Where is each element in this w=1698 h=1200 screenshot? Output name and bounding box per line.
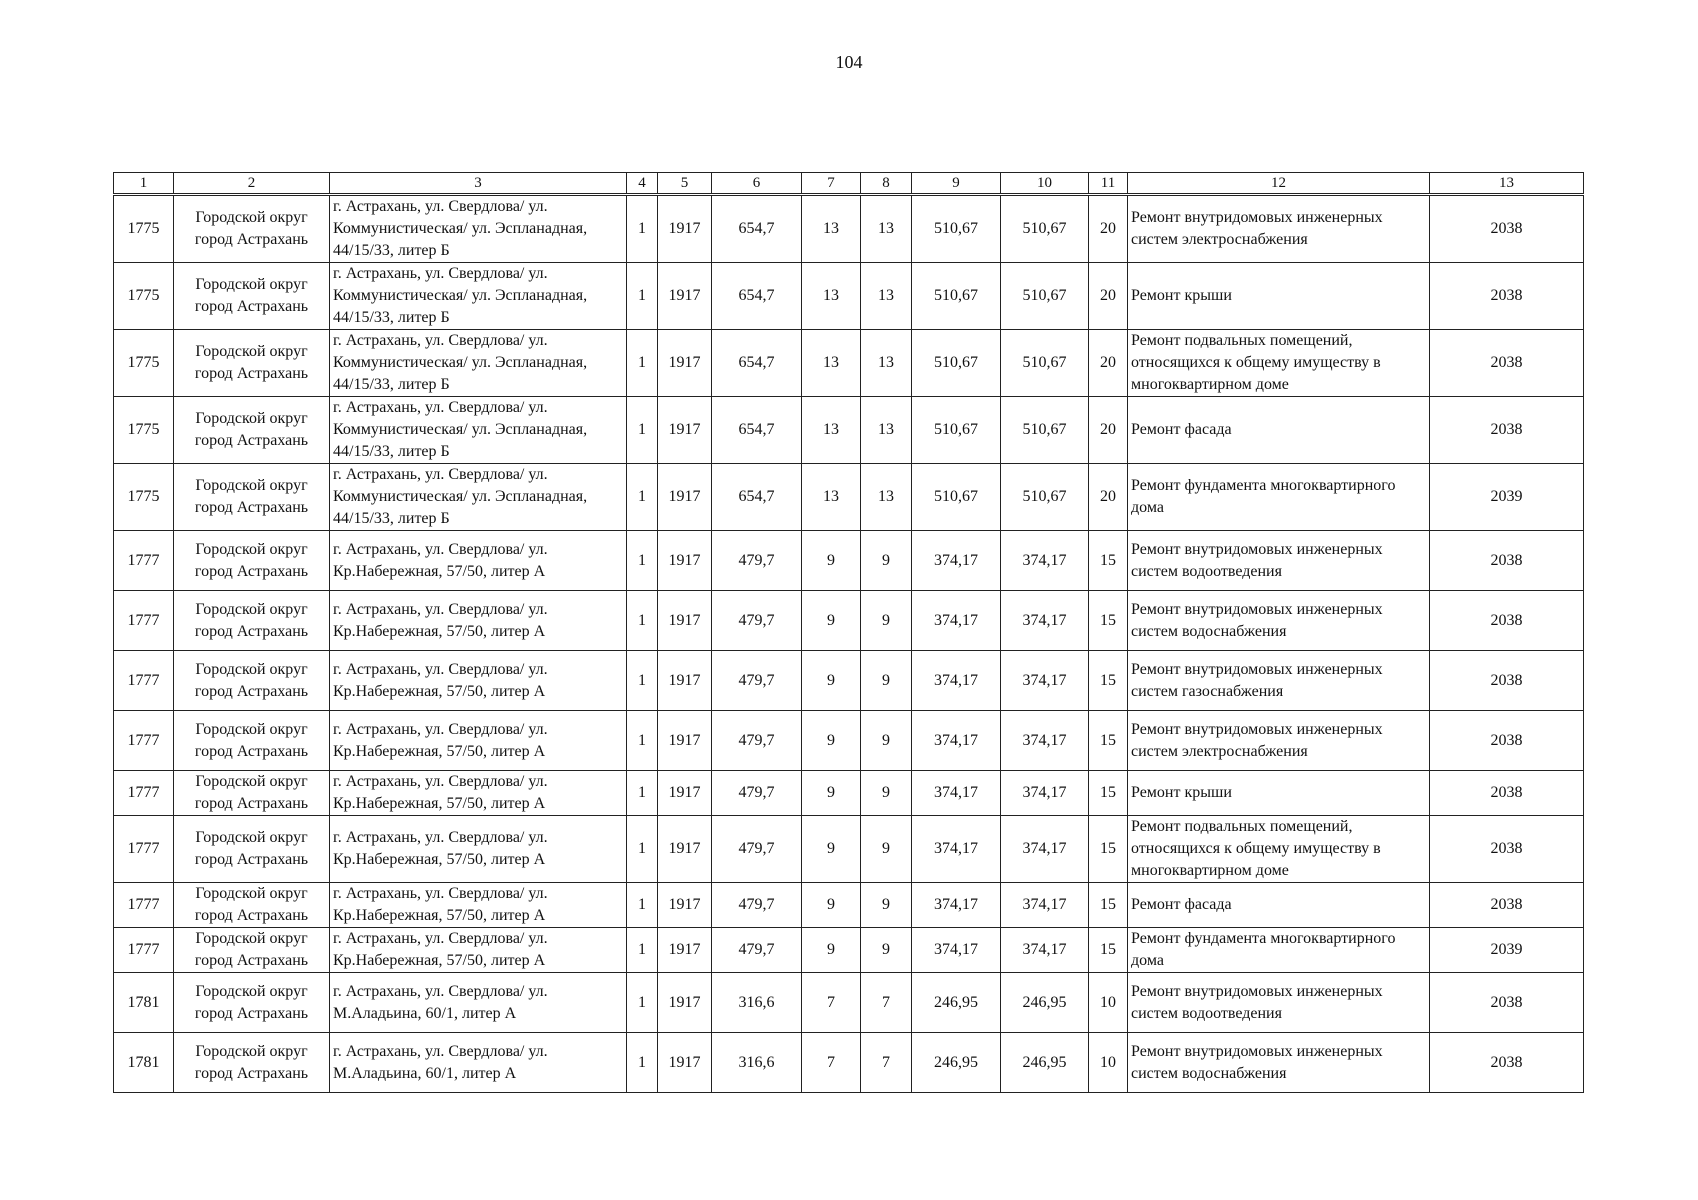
column-4-value: 1 (627, 816, 658, 883)
column-8-value: 13 (861, 330, 912, 397)
column-7-value: 9 (802, 883, 861, 928)
build-year: 1917 (658, 330, 712, 397)
column-7-value: 13 (802, 330, 861, 397)
column-10-value: 510,67 (1001, 263, 1089, 330)
municipality: Городской округ город Астрахань (174, 973, 330, 1033)
municipality: Городской округ город Астрахань (174, 816, 330, 883)
column-9-value: 374,17 (912, 883, 1001, 928)
table-row (114, 397, 1584, 464)
column-7-value: 9 (802, 591, 861, 651)
column-7-value: 7 (802, 973, 861, 1033)
page-number: 104 (835, 52, 863, 72)
address: г. Астрахань, ул. Свердлова/ ул. Коммунистическая/ ул. Эспланадная, 44/15/33, литер Б (330, 195, 627, 263)
column-9-value: 374,17 (912, 591, 1001, 651)
column-4-value: 1 (627, 1033, 658, 1093)
column-7-value: 9 (802, 711, 861, 771)
municipality: Городской округ город Астрахань (174, 195, 330, 263)
column-11-value: 20 (1089, 397, 1128, 464)
row-number: 1777 (114, 883, 174, 928)
planned-year: 2038 (1430, 711, 1584, 771)
column-10-value: 374,17 (1001, 711, 1089, 771)
work-type: Ремонт фасада (1128, 883, 1430, 928)
row-number: 1777 (114, 591, 174, 651)
row-number: 1777 (114, 711, 174, 771)
area-value: 479,7 (712, 771, 802, 816)
column-8-value: 9 (861, 928, 912, 973)
column-7-value: 7 (802, 1033, 861, 1093)
municipality: Городской округ город Астрахань (174, 651, 330, 711)
build-year: 1917 (658, 531, 712, 591)
row-number: 1775 (114, 195, 174, 263)
area-value: 316,6 (712, 973, 802, 1033)
column-11-value: 20 (1089, 263, 1128, 330)
table-row (114, 973, 1584, 1033)
column-4-value: 1 (627, 591, 658, 651)
column-11-value: 10 (1089, 1033, 1128, 1093)
planned-year: 2038 (1430, 397, 1584, 464)
column-9-value: 374,17 (912, 928, 1001, 973)
build-year: 1917 (658, 928, 712, 973)
build-year: 1917 (658, 1033, 712, 1093)
column-10-value: 374,17 (1001, 928, 1089, 973)
work-type: Ремонт внутридомовых инженерных систем водоотведения (1128, 973, 1430, 1033)
column-9-value: 510,67 (912, 397, 1001, 464)
table-row (114, 928, 1584, 973)
column-header-7: 7 (802, 173, 861, 195)
column-11-value: 15 (1089, 883, 1128, 928)
municipality: Городской округ город Астрахань (174, 263, 330, 330)
work-type: Ремонт фасада (1128, 397, 1430, 464)
column-header-13: 13 (1430, 173, 1584, 195)
column-8-value: 9 (861, 591, 912, 651)
address: г. Астрахань, ул. Свердлова/ ул. Кр.Набережная, 57/50, литер А (330, 651, 627, 711)
column-10-value: 374,17 (1001, 816, 1089, 883)
build-year: 1917 (658, 195, 712, 263)
column-10-value: 510,67 (1001, 397, 1089, 464)
build-year: 1917 (658, 816, 712, 883)
planned-year: 2038 (1430, 195, 1584, 263)
area-value: 654,7 (712, 263, 802, 330)
column-7-value: 13 (802, 397, 861, 464)
planned-year: 2038 (1430, 531, 1584, 591)
column-8-value: 9 (861, 771, 912, 816)
build-year: 1917 (658, 397, 712, 464)
column-4-value: 1 (627, 928, 658, 973)
municipality: Городской округ город Астрахань (174, 531, 330, 591)
address: г. Астрахань, ул. Свердлова/ ул. Кр.Набережная, 57/50, литер А (330, 711, 627, 771)
column-8-value: 9 (861, 711, 912, 771)
address: г. Астрахань, ул. Свердлова/ ул. Кр.Набережная, 57/50, литер А (330, 883, 627, 928)
work-type: Ремонт внутридомовых инженерных систем электроснабжения (1128, 711, 1430, 771)
column-10-value: 510,67 (1001, 195, 1089, 263)
column-9-value: 510,67 (912, 195, 1001, 263)
column-4-value: 1 (627, 883, 658, 928)
build-year: 1917 (658, 651, 712, 711)
planned-year: 2038 (1430, 330, 1584, 397)
municipality: Городской округ город Астрахань (174, 464, 330, 531)
column-10-value: 374,17 (1001, 531, 1089, 591)
table-row (114, 711, 1584, 771)
area-value: 654,7 (712, 397, 802, 464)
column-4-value: 1 (627, 330, 658, 397)
table-body (114, 195, 1584, 1093)
column-8-value: 9 (861, 816, 912, 883)
column-7-value: 13 (802, 263, 861, 330)
column-8-value: 7 (861, 1033, 912, 1093)
planned-year: 2039 (1430, 928, 1584, 973)
area-value: 479,7 (712, 651, 802, 711)
table-row (114, 816, 1584, 883)
work-type: Ремонт внутридомовых инженерных систем водоотведения (1128, 531, 1430, 591)
column-7-value: 9 (802, 816, 861, 883)
column-9-value: 374,17 (912, 771, 1001, 816)
repair-schedule-table (113, 172, 1584, 1093)
column-header-10: 10 (1001, 173, 1089, 195)
column-11-value: 20 (1089, 330, 1128, 397)
address: г. Астрахань, ул. Свердлова/ ул. Кр.Набережная, 57/50, литер А (330, 928, 627, 973)
column-7-value: 9 (802, 771, 861, 816)
column-header-3: 3 (330, 173, 627, 195)
row-number: 1775 (114, 330, 174, 397)
work-type: Ремонт крыши (1128, 771, 1430, 816)
column-10-value: 246,95 (1001, 1033, 1089, 1093)
column-10-value: 374,17 (1001, 651, 1089, 711)
planned-year: 2039 (1430, 464, 1584, 531)
column-header-8: 8 (861, 173, 912, 195)
column-11-value: 15 (1089, 771, 1128, 816)
address: г. Астрахань, ул. Свердлова/ ул. Кр.Набережная, 57/50, литер А (330, 591, 627, 651)
column-11-value: 20 (1089, 195, 1128, 263)
planned-year: 2038 (1430, 816, 1584, 883)
header-row (114, 173, 1584, 195)
row-number: 1777 (114, 816, 174, 883)
planned-year: 2038 (1430, 1033, 1584, 1093)
column-4-value: 1 (627, 973, 658, 1033)
column-10-value: 374,17 (1001, 591, 1089, 651)
column-4-value: 1 (627, 464, 658, 531)
row-number: 1775 (114, 263, 174, 330)
row-number: 1781 (114, 973, 174, 1033)
municipality: Городской округ город Астрахань (174, 771, 330, 816)
column-7-value: 13 (802, 195, 861, 263)
column-8-value: 9 (861, 883, 912, 928)
table-row (114, 591, 1584, 651)
column-9-value: 246,95 (912, 1033, 1001, 1093)
column-9-value: 374,17 (912, 816, 1001, 883)
planned-year: 2038 (1430, 771, 1584, 816)
work-type: Ремонт внутридомовых инженерных систем водоснабжения (1128, 591, 1430, 651)
build-year: 1917 (658, 973, 712, 1033)
table-row (114, 771, 1584, 816)
column-11-value: 15 (1089, 591, 1128, 651)
column-8-value: 13 (861, 464, 912, 531)
table-row (114, 195, 1584, 263)
column-8-value: 7 (861, 973, 912, 1033)
column-8-value: 9 (861, 531, 912, 591)
column-7-value: 9 (802, 531, 861, 591)
table-row (114, 883, 1584, 928)
row-number: 1777 (114, 771, 174, 816)
address: г. Астрахань, ул. Свердлова/ ул. Коммунистическая/ ул. Эспланадная, 44/15/33, литер Б (330, 464, 627, 531)
work-type: Ремонт фундамента многоквартирного дома (1128, 464, 1430, 531)
column-7-value: 9 (802, 928, 861, 973)
work-type: Ремонт подвальных помещений, относящихся к общему имуществу в многоквартирном доме (1128, 330, 1430, 397)
row-number: 1777 (114, 531, 174, 591)
build-year: 1917 (658, 883, 712, 928)
area-value: 654,7 (712, 195, 802, 263)
area-value: 316,6 (712, 1033, 802, 1093)
work-type: Ремонт внутридомовых инженерных систем электроснабжения (1128, 195, 1430, 263)
column-7-value: 9 (802, 651, 861, 711)
address: г. Астрахань, ул. Свердлова/ ул. Коммунистическая/ ул. Эспланадная, 44/15/33, литер Б (330, 397, 627, 464)
planned-year: 2038 (1430, 591, 1584, 651)
area-value: 479,7 (712, 928, 802, 973)
table-header (114, 173, 1584, 195)
column-11-value: 15 (1089, 928, 1128, 973)
municipality: Городской округ город Астрахань (174, 711, 330, 771)
column-4-value: 1 (627, 771, 658, 816)
column-header-11: 11 (1089, 173, 1128, 195)
column-10-value: 374,17 (1001, 883, 1089, 928)
area-value: 479,7 (712, 816, 802, 883)
area-value: 654,7 (712, 330, 802, 397)
column-4-value: 1 (627, 711, 658, 771)
municipality: Городской округ город Астрахань (174, 1033, 330, 1093)
table-row (114, 531, 1584, 591)
area-value: 479,7 (712, 883, 802, 928)
column-header-5: 5 (658, 173, 712, 195)
row-number: 1777 (114, 651, 174, 711)
planned-year: 2038 (1430, 651, 1584, 711)
row-number: 1775 (114, 464, 174, 531)
row-number: 1781 (114, 1033, 174, 1093)
column-4-value: 1 (627, 651, 658, 711)
build-year: 1917 (658, 464, 712, 531)
column-8-value: 13 (861, 195, 912, 263)
column-10-value: 246,95 (1001, 973, 1089, 1033)
table-row (114, 263, 1584, 330)
column-9-value: 246,95 (912, 973, 1001, 1033)
municipality: Городской округ город Астрахань (174, 928, 330, 973)
column-11-value: 10 (1089, 973, 1128, 1033)
column-10-value: 374,17 (1001, 771, 1089, 816)
build-year: 1917 (658, 771, 712, 816)
address: г. Астрахань, ул. Свердлова/ ул. Кр.Набережная, 57/50, литер А (330, 531, 627, 591)
column-4-value: 1 (627, 263, 658, 330)
column-header-9: 9 (912, 173, 1001, 195)
table-row (114, 464, 1584, 531)
column-8-value: 9 (861, 651, 912, 711)
work-type: Ремонт подвальных помещений, относящихся к общему имуществу в многоквартирном доме (1128, 816, 1430, 883)
address: г. Астрахань, ул. Свердлова/ ул. М.Аладьина, 60/1, литер А (330, 1033, 627, 1093)
address: г. Астрахань, ул. Свердлова/ ул. М.Аладьина, 60/1, литер А (330, 973, 627, 1033)
build-year: 1917 (658, 591, 712, 651)
planned-year: 2038 (1430, 883, 1584, 928)
column-10-value: 510,67 (1001, 330, 1089, 397)
column-9-value: 374,17 (912, 651, 1001, 711)
area-value: 479,7 (712, 591, 802, 651)
build-year: 1917 (658, 263, 712, 330)
planned-year: 2038 (1430, 973, 1584, 1033)
column-4-value: 1 (627, 531, 658, 591)
work-type: Ремонт крыши (1128, 263, 1430, 330)
column-11-value: 20 (1089, 464, 1128, 531)
column-header-1: 1 (114, 173, 174, 195)
table-row (114, 651, 1584, 711)
column-8-value: 13 (861, 397, 912, 464)
area-value: 654,7 (712, 464, 802, 531)
column-8-value: 13 (861, 263, 912, 330)
address: г. Астрахань, ул. Свердлова/ ул. Кр.Набережная, 57/50, литер А (330, 816, 627, 883)
municipality: Городской округ город Астрахань (174, 591, 330, 651)
column-4-value: 1 (627, 397, 658, 464)
work-type: Ремонт внутридомовых инженерных систем газоснабжения (1128, 651, 1430, 711)
column-9-value: 510,67 (912, 263, 1001, 330)
column-header-12: 12 (1128, 173, 1430, 195)
column-header-4: 4 (627, 173, 658, 195)
column-9-value: 374,17 (912, 711, 1001, 771)
column-9-value: 510,67 (912, 464, 1001, 531)
row-number: 1777 (114, 928, 174, 973)
column-11-value: 15 (1089, 816, 1128, 883)
column-11-value: 15 (1089, 651, 1128, 711)
work-type: Ремонт фундамента многоквартирного дома (1128, 928, 1430, 973)
column-4-value: 1 (627, 195, 658, 263)
column-7-value: 13 (802, 464, 861, 531)
column-9-value: 374,17 (912, 531, 1001, 591)
table-row (114, 330, 1584, 397)
municipality: Городской округ город Астрахань (174, 397, 330, 464)
table-row (114, 1033, 1584, 1093)
municipality: Городской округ город Астрахань (174, 883, 330, 928)
row-number: 1775 (114, 397, 174, 464)
planned-year: 2038 (1430, 263, 1584, 330)
column-11-value: 15 (1089, 711, 1128, 771)
area-value: 479,7 (712, 531, 802, 591)
column-11-value: 15 (1089, 531, 1128, 591)
address: г. Астрахань, ул. Свердлова/ ул. Коммунистическая/ ул. Эспланадная, 44/15/33, литер Б (330, 263, 627, 330)
address: г. Астрахань, ул. Свердлова/ ул. Кр.Набережная, 57/50, литер А (330, 771, 627, 816)
column-9-value: 510,67 (912, 330, 1001, 397)
build-year: 1917 (658, 711, 712, 771)
area-value: 479,7 (712, 711, 802, 771)
column-header-6: 6 (712, 173, 802, 195)
column-10-value: 510,67 (1001, 464, 1089, 531)
column-header-2: 2 (174, 173, 330, 195)
address: г. Астрахань, ул. Свердлова/ ул. Коммунистическая/ ул. Эспланадная, 44/15/33, литер Б (330, 330, 627, 397)
municipality: Городской округ город Астрахань (174, 330, 330, 397)
work-type: Ремонт внутридомовых инженерных систем водоснабжения (1128, 1033, 1430, 1093)
